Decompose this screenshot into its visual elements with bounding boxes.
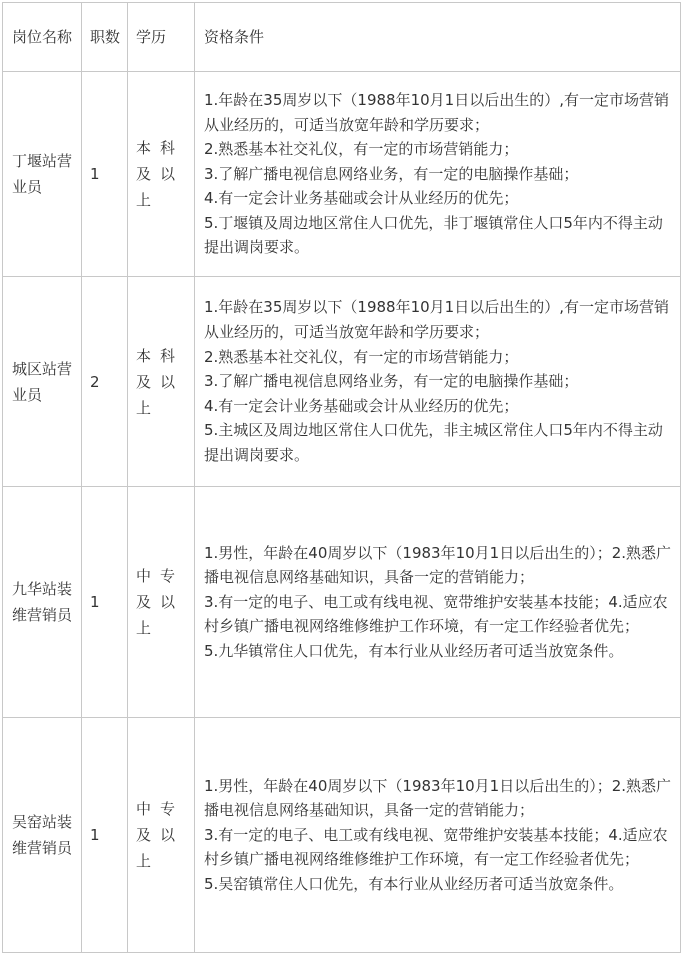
cell-count: 1 [82,72,128,277]
cell-position: 吴窑站装维营销员 [3,718,82,953]
header-education: 学历 [128,3,195,72]
requirement-item: 4.有一定会计业务基础或会计从业经历的优先； [204,189,519,208]
cell-requirements [195,72,681,277]
cell-position: 丁堰站营业员 [3,72,82,277]
requirement-item: 2.熟悉基本社交礼仪，有一定的市场营销能力； [204,140,519,159]
cell-education: 本科及以上 [128,277,195,487]
cell-count: 1 [82,718,128,953]
job-requirements-table [2,2,681,953]
cell-requirements [195,277,681,487]
cell-education: 中专及以上 [128,718,195,953]
requirement-item: 5.丁堰镇及周边地区常住人口优先，非丁堰镇常住人口5年内不得主动提出调岗要求。 [204,213,663,257]
cell-count: 1 [82,487,128,718]
requirement-item: 3.了解广播电视信息网络业务，有一定的电脑操作基础； [204,372,579,391]
requirement-item: 1.年龄在35周岁以下（1988年10月1日以后出生的）,有一定市场营销从业经历的，可适当放宽年龄和学历要求； [204,90,669,134]
cell-requirements [195,718,681,953]
cell-requirements [195,487,681,718]
cell-position: 九华站装维营销员 [3,487,82,718]
requirement-item: 3.有一定的电子、电工或有线电视、宽带维护安装基本技能；4.适应农村乡镇广播电视网络维修维护工作环境，有一定工作经验者优先； [204,592,668,636]
table-header-row [3,3,681,72]
requirement-item: 1.男性，年龄在40周岁以下（1983年10月1日以后出生的）；2.熟悉广播电视信息网络基础知识，具备一定的营销能力； [204,776,672,820]
requirement-item: 2.熟悉基本社交礼仪，有一定的市场营销能力； [204,347,519,366]
table-row [3,718,681,953]
header-position: 岗位名称 [3,3,82,72]
cell-count: 2 [82,277,128,487]
header-requirements: 资格条件 [195,3,681,72]
requirement-item: 5.九华镇常住人口优先，有本行业从业经历者可适当放宽条件。 [204,641,624,660]
cell-education: 中专及以上 [128,487,195,718]
table-row [3,72,681,277]
header-count: 职数 [82,3,128,72]
requirement-item: 1.男性，年龄在40周岁以下（1983年10月1日以后出生的）；2.熟悉广播电视信息网络基础知识，具备一定的营销能力； [204,543,672,587]
requirement-item: 3.了解广播电视信息网络业务，有一定的电脑操作基础； [204,164,579,183]
requirement-item: 5.吴窑镇常住人口优先，有本行业从业经历者可适当放宽条件。 [204,874,624,893]
table-row [3,277,681,487]
requirement-item: 4.有一定会计业务基础或会计从业经历的优先； [204,396,519,415]
requirement-item: 1.年龄在35周岁以下（1988年10月1日以后出生的）,有一定市场营销从业经历的，可适当放宽年龄和学历要求； [204,298,669,342]
cell-education: 本科及以上 [128,72,195,277]
requirement-item: 5.主城区及周边地区常住人口优先，非主城区常住人口5年内不得主动提出调岗要求。 [204,421,663,464]
cell-position: 城区站营业员 [3,277,82,487]
requirement-item: 3.有一定的电子、电工或有线电视、宽带维护安装基本技能；4.适应农村乡镇广播电视网络维修维护工作环境，有一定工作经验者优先； [204,825,668,869]
table-row [3,487,681,718]
